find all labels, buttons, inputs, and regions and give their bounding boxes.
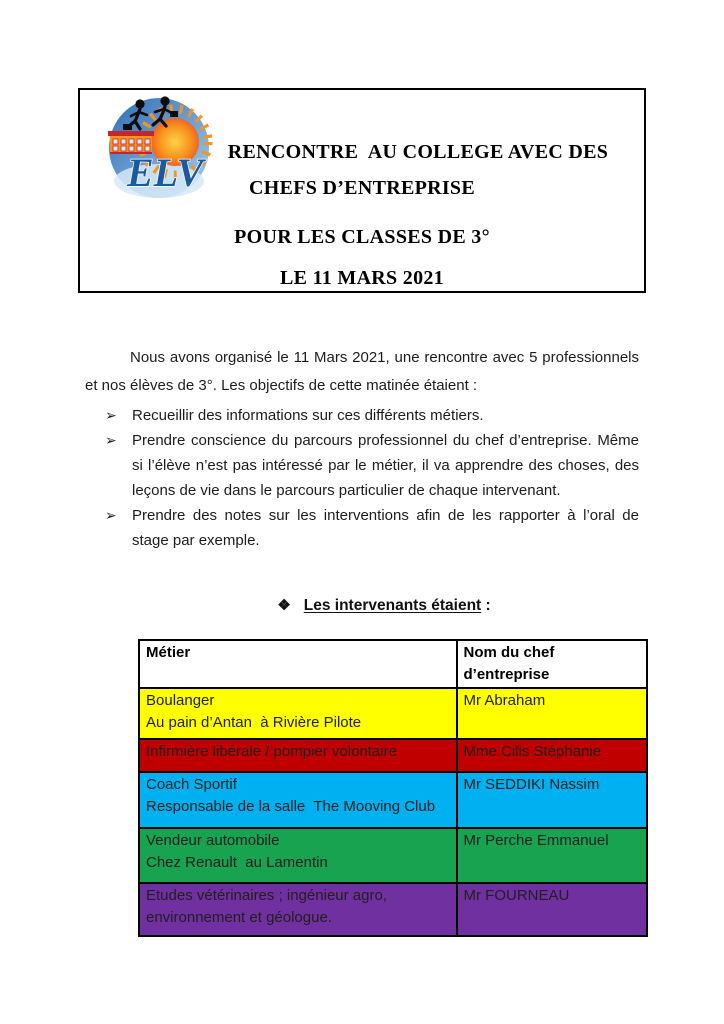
metier-cell (139, 688, 457, 739)
metier-line: Infirmière libérale / pompier volontaire (146, 743, 397, 760)
metier-cell (139, 828, 457, 883)
metier-cell (139, 883, 457, 936)
table-row (139, 772, 647, 828)
objective-text: Prendre conscience du parcours professionnel du chef d’entreprise. Même si l’élève n’est pas intéressé par le métier, il va apprendre des choses, des leçons de vie dans le parcours particulier de chaque intervenant. (132, 432, 639, 499)
arrow-bullet-icon: ➢ (105, 432, 117, 448)
metier-line: Etudes vétérinaires ; ingénieur agro, (146, 887, 387, 904)
title-box (78, 88, 646, 293)
metier-cell (139, 739, 457, 772)
school-logo-icon (104, 91, 214, 201)
objective-item (85, 403, 639, 428)
metier-cell (139, 772, 457, 828)
metier-line: Boulanger (146, 692, 215, 709)
nom-cell: Mr FOURNEAU (457, 883, 648, 936)
title-line-4: LE 11 MARS 2021 (280, 267, 444, 289)
diamond-bullet-icon: ❖ (277, 597, 291, 614)
table-row (139, 883, 647, 936)
participants-heading-colon: : (481, 597, 491, 614)
objectives-list (85, 403, 639, 553)
metier-line: Responsable de la salle The Mooving Club (146, 798, 436, 815)
arrow-bullet-icon: ➢ (105, 507, 117, 523)
metier-line: environnement et géologue. (146, 909, 332, 926)
objective-text: Prendre des notes sur les interventions afin de les rapporter à l’oral de stage par exemple. (132, 507, 639, 549)
participants-heading (0, 596, 724, 615)
participants-table (138, 639, 648, 937)
school-logo (104, 91, 214, 201)
nom-cell: Mr Perche Emmanuel (457, 828, 648, 883)
title-line-2: CHEFS D’ENTREPRISE (249, 177, 475, 199)
table-row (139, 828, 647, 883)
metier-line: Au pain d’Antan à Rivière Pilote (146, 714, 362, 731)
logo-letters: ELV (127, 150, 204, 195)
title-line-3: POUR LES CLASSES DE 3° (234, 226, 490, 248)
objective-text: Recueillir des informations sur ces différents métiers. (132, 407, 484, 424)
metier-line: Coach Sportif (146, 776, 237, 793)
table-row (139, 688, 647, 739)
metier-line: Chez Renault au Lamentin (146, 854, 328, 871)
objective-item (85, 428, 639, 503)
metier-line: Vendeur automobile (146, 832, 280, 849)
title-line-1: RENCONTRE AU COLLEGE AVEC DES (227, 141, 609, 163)
arrow-bullet-icon: ➢ (105, 407, 117, 423)
nom-cell: Mr SEDDIKI Nassim (457, 772, 648, 828)
nom-cell: Mme Cilis Stéphanie (457, 739, 648, 772)
participants-heading-text: Les intervenants étaient (303, 597, 482, 614)
table-header-row (139, 640, 647, 688)
objective-item (85, 503, 639, 553)
nom-cell: Mr Abraham (457, 688, 648, 739)
column-header-nom: Nom du chef d’entreprise (457, 640, 648, 688)
table-row (139, 739, 647, 772)
intro-paragraph: Nous avons organisé le 11 Mars 2021, une rencontre avec 5 professionnels et nos élèves de 3°. Les objectifs de cette matinée étaient : (85, 349, 639, 394)
column-header-metier: Métier (139, 640, 457, 688)
